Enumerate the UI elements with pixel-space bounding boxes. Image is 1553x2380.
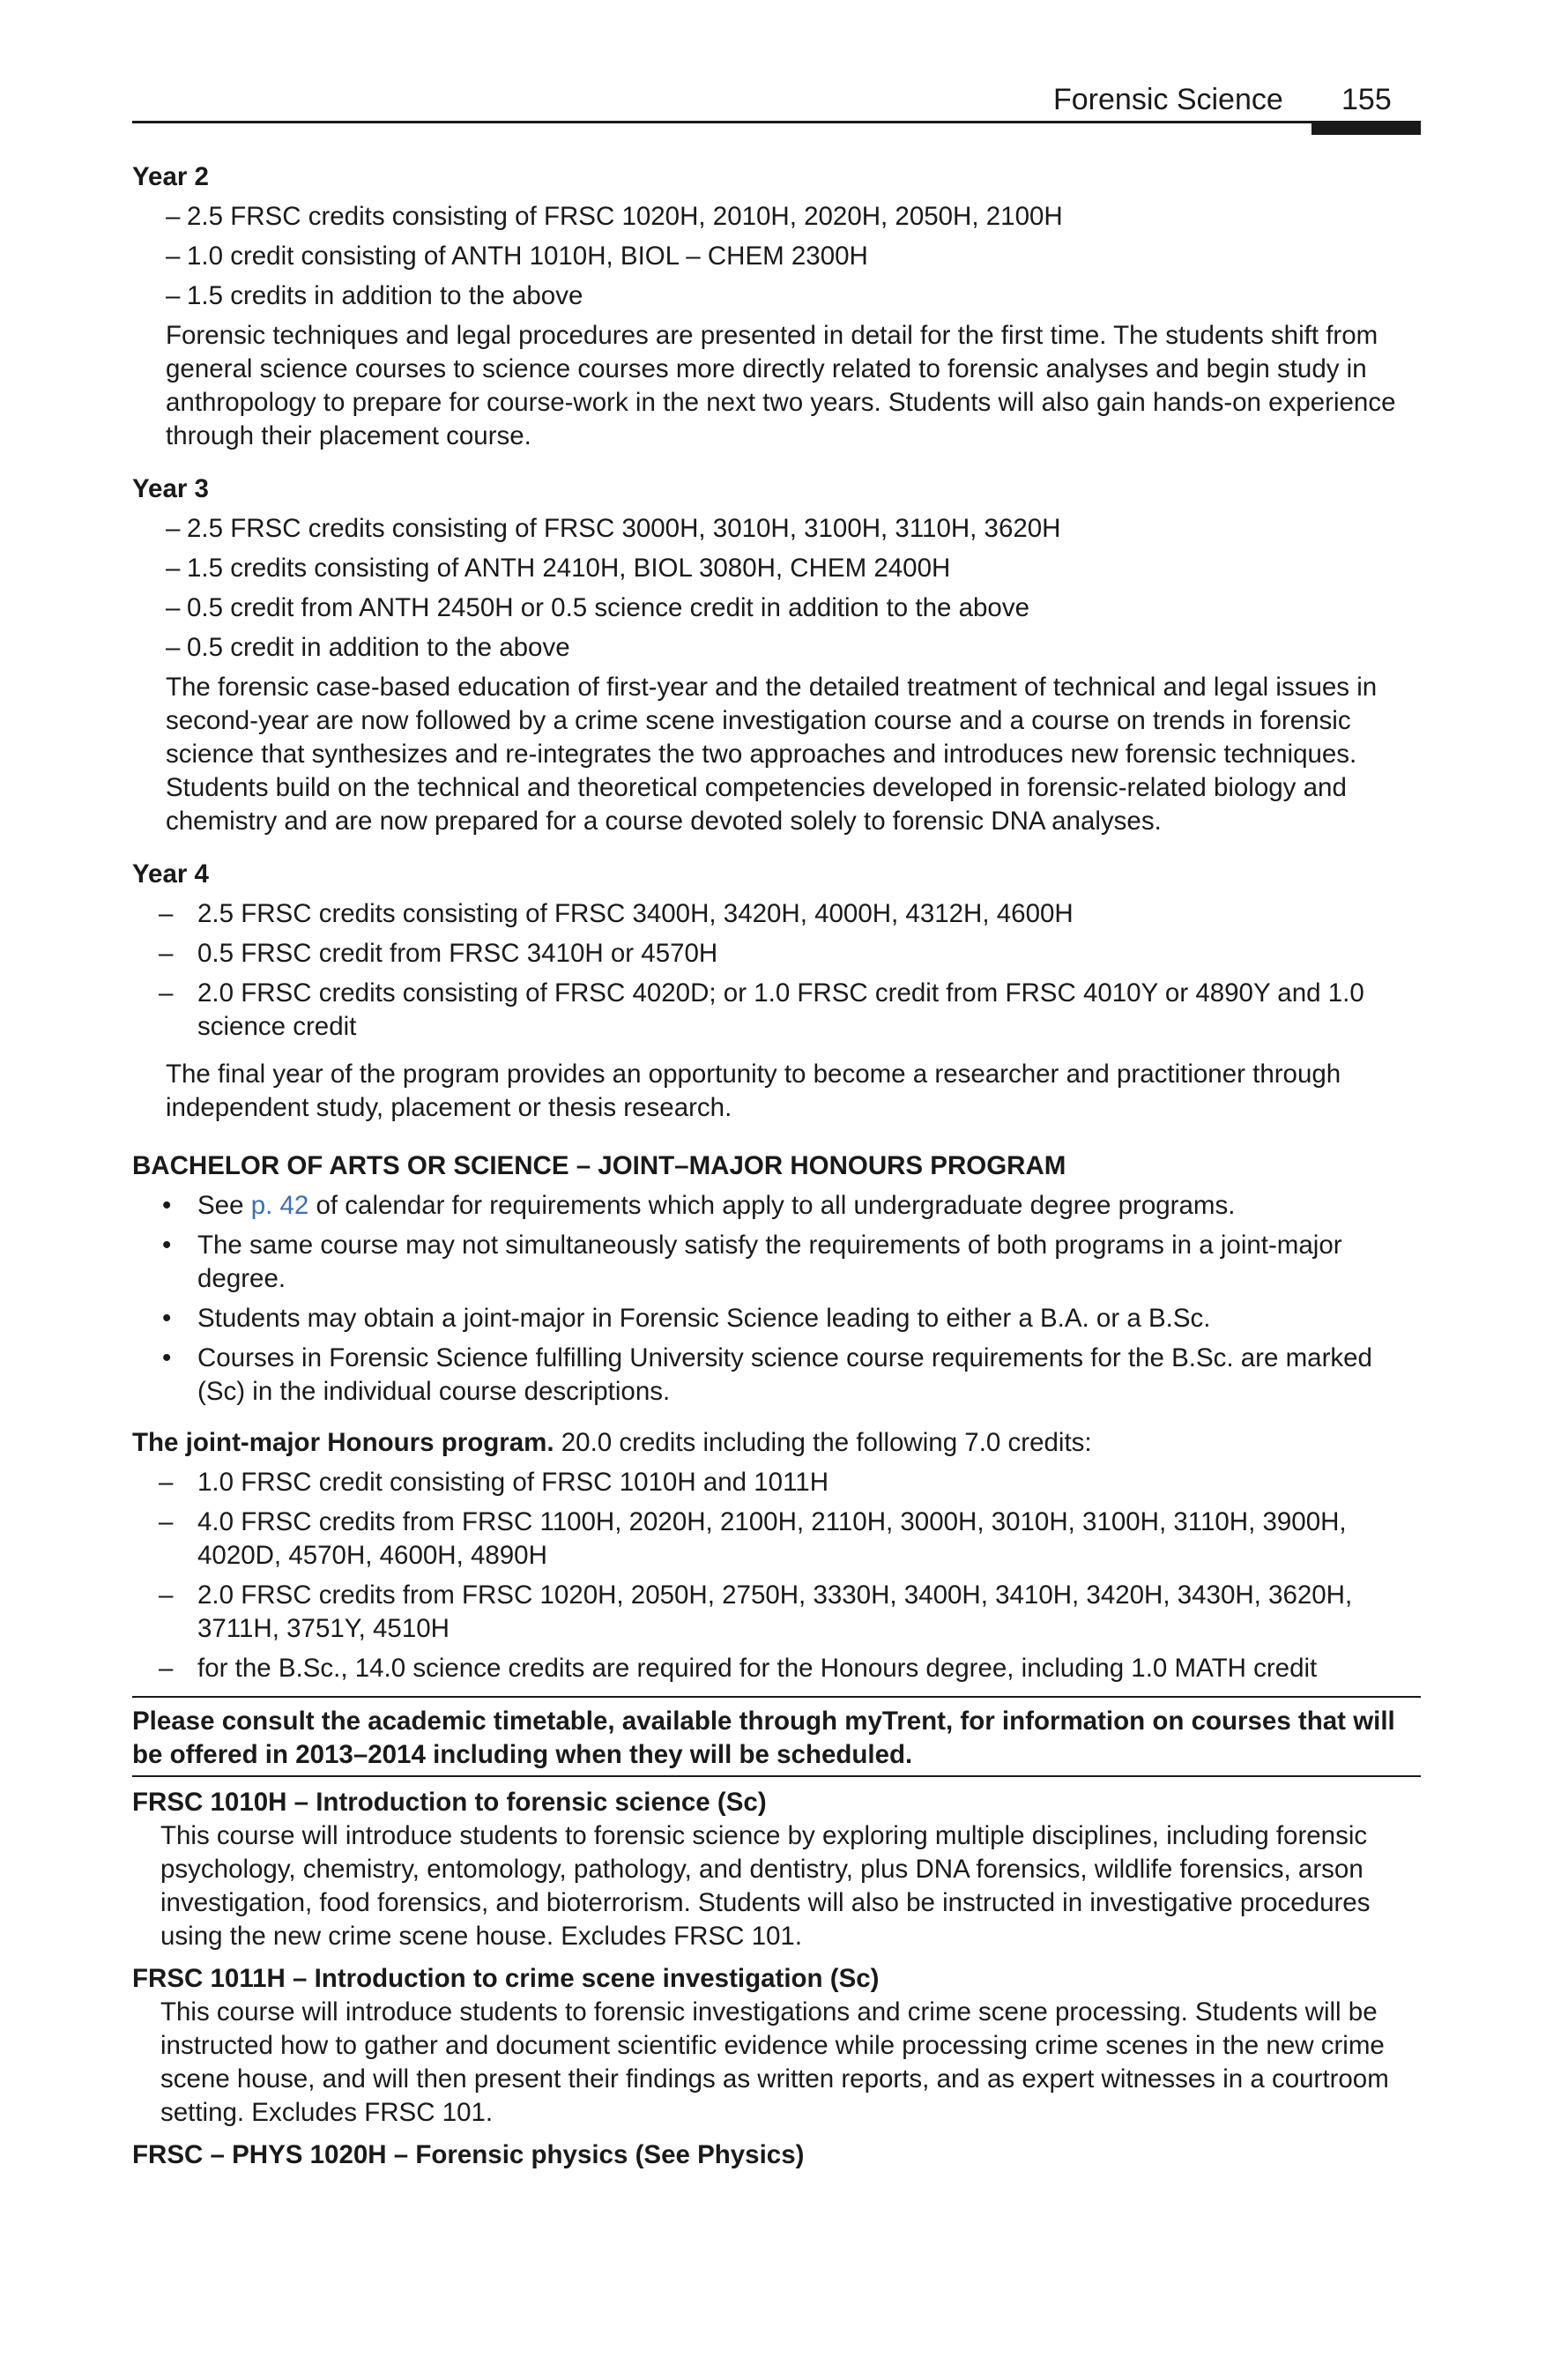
course-entry	[132, 2138, 1421, 2172]
year4-requirements	[132, 897, 1421, 1044]
list-item: • The same course may not simultaneously satisfy the requirements of both programs in a joint-major degree.	[132, 1229, 1421, 1296]
program-text: 20.0 credits including the following 7.0 credits:	[554, 1428, 1092, 1457]
joint-major-heading: BACHELOR OF ARTS OR SCIENCE – JOINT–MAJOR HONOURS PROGRAM	[132, 1151, 1066, 1180]
running-header-title: Forensic Science	[1053, 83, 1283, 116]
joint-major-bullets	[132, 1189, 1421, 1409]
course-description: This course will introduce students to forensic investigations and crime scene processing. Students will be instructed how to gather and document scientific evidence while processing crime scenes in the new crime scene house, and will then present their findings as written reports, and as expert witnesses in a courtroom setting. Excludes FRSC 101.	[160, 1997, 1389, 2127]
list-item: • Students may obtain a joint-major in Forensic Science leading to either a B.A. or a B.Sc.	[132, 1302, 1421, 1335]
list-item: – 1.5 credits in addition to the above	[166, 279, 1421, 313]
list-item: – 2.5 FRSC credits consisting of FRSC 3000H, 3010H, 3100H, 3110H, 3620H	[166, 512, 1421, 546]
bullet-text: See	[197, 1191, 251, 1220]
bullet-text: of calendar for requirements which apply to all undergraduate degree programs.	[308, 1191, 1236, 1220]
year2-heading: Year 2	[132, 162, 209, 191]
list-item: – 1.0 credit consisting of ANTH 1010H, BIOL – CHEM 2300H	[166, 240, 1421, 273]
year4-description: The final year of the program provides an opportunity to become a researcher and practitioner through independent study, placement or thesis research.	[166, 1060, 1341, 1122]
list-item	[132, 1189, 1421, 1223]
list-item: – 0.5 FRSC credit from FRSC 3410H or 4570H	[132, 937, 1421, 971]
course-entry	[132, 1786, 1421, 1953]
list-item: – 1.5 credits consisting of ANTH 2410H, BIOL 3080H, CHEM 2400H	[166, 552, 1421, 585]
year3-heading: Year 3	[132, 474, 209, 503]
course-entry	[132, 1962, 1421, 2130]
list-item: – 2.5 FRSC credits consisting of FRSC 1020H, 2010H, 2020H, 2050H, 2100H	[166, 200, 1421, 234]
year2-requirements	[132, 200, 1421, 313]
page-number: 155	[1341, 83, 1392, 116]
notice-bottom-rule	[132, 1775, 1421, 1777]
course-title: FRSC – PHYS 1020H – Forensic physics (See Physics)	[132, 2140, 805, 2169]
list-item: • Courses in Forensic Science fulfilling University science course requirements for the B.Sc. are marked (Sc) in the individual course descriptions.	[132, 1342, 1421, 1409]
list-item: – 0.5 credit in addition to the above	[166, 631, 1421, 665]
year3-requirements	[132, 512, 1421, 665]
header-tab-marker	[1312, 123, 1421, 135]
list-item: – 4.0 FRSC credits from FRSC 1100H, 2020H, 2100H, 2110H, 3000H, 3010H, 3100H, 3110H, 3900H, 4020D, 4570H, 4600H, 4890H	[132, 1506, 1421, 1573]
course-title: FRSC 1011H – Introduction to crime scene investigation (Sc)	[132, 1964, 880, 1993]
list-item: – 0.5 credit from ANTH 2450H or 0.5 science credit in addition to the above	[166, 591, 1421, 625]
list-item: – 1.0 FRSC credit consisting of FRSC 1010H and 1011H	[132, 1466, 1421, 1499]
course-description: This course will introduce students to forensic science by exploring multiple disciplines, including forensic psychology, chemistry, entomology, pathology, and dentistry, plus DNA forensics, wildlife forensics, arson investigation, food forensics, and bioterrorism. Students will also be instructed in investigative procedures using the new crime scene house. Excludes FRSC 101.	[160, 1821, 1371, 1951]
year4-heading: Year 4	[132, 859, 209, 889]
timetable-notice: Please consult the academic timetable, available through myTrent, for information on courses that will be offered in 2013–2014 including when they will be scheduled.	[132, 1707, 1395, 1769]
notice-top-rule	[132, 1696, 1421, 1698]
program-label: The joint-major Honours program.	[132, 1428, 554, 1457]
year2-description: Forensic techniques and legal procedures are presented in detail for the first time. The students shift from general science courses to science courses more directly related to forensic analyses and begin study in anthropology to prepare for course-work in the next two years. Students will also gain hands-on experience through their placement course.	[166, 321, 1396, 450]
course-title: FRSC 1010H – Introduction to forensic science (Sc)	[132, 1788, 767, 1817]
joint-major-requirements	[132, 1466, 1421, 1685]
year3-description: The forensic case-based education of first-year and the detailed treatment of technical and legal issues in second-year are now followed by a crime scene investigation course and a course on trends in forensic science that synthesizes and re-integrates the two approaches and introduces new forensic techniques. Students build on the technical and theoretical competencies developed in forensic-related biology and chemistry and are now prepared for a course devoted solely to forensic DNA analyses.	[166, 673, 1378, 836]
program-summary	[132, 1426, 1421, 1460]
list-item: – 2.5 FRSC credits consisting of FRSC 3400H, 3420H, 4000H, 4312H, 4600H	[132, 897, 1421, 931]
page-reference-link[interactable]: p. 42	[250, 1191, 309, 1220]
list-item: – 2.0 FRSC credits consisting of FRSC 4020D; or 1.0 FRSC credit from FRSC 4010Y or 4890Y and 1.0 science credit	[132, 977, 1421, 1044]
list-item: – 2.0 FRSC credits from FRSC 1020H, 2050H, 2750H, 3330H, 3400H, 3410H, 3420H, 3430H, 3620H, 3711H, 3751Y, 4510H	[132, 1579, 1421, 1646]
main-content	[132, 160, 1421, 2172]
header-rule	[132, 121, 1421, 123]
list-item: – for the B.Sc., 14.0 science credits are required for the Honours degree, including 1.0 MATH credit	[132, 1652, 1421, 1685]
